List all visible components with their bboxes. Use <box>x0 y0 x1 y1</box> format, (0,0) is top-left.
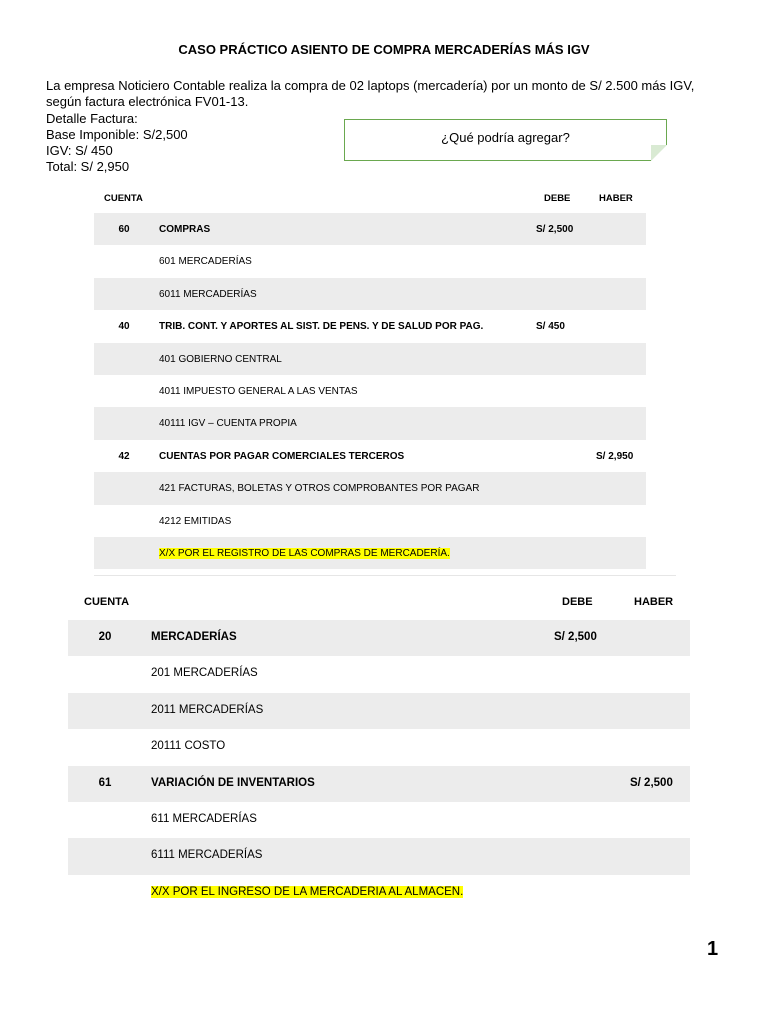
comment-note-text: ¿Qué podría agregar? <box>441 130 570 145</box>
haber-value: S/ 2,950 <box>596 450 634 462</box>
account-name: 2011 MERCADERÍAS <box>151 703 264 716</box>
table-row <box>94 213 646 245</box>
invoice-igv: IGV: S/ 450 <box>46 143 113 159</box>
table-row <box>94 440 646 472</box>
inventory-entry-table <box>68 588 690 911</box>
invoice-detail-heading: Detalle Factura: <box>46 110 138 126</box>
table-row <box>94 245 646 277</box>
intro-line: La empresa Noticiero Contable realiza la compra de 02 laptops (mercadería) por un monto de S/ 2.500 más IGV, <box>46 78 695 93</box>
account-name: 201 MERCADERÍAS <box>151 667 258 680</box>
table-row <box>94 278 646 310</box>
table-row <box>68 620 690 656</box>
account-code: 20 <box>98 631 112 643</box>
debe-value: S/ 2,500 <box>536 224 574 235</box>
account-name: VARIACIÓN DE INVENTARIOS <box>151 776 315 789</box>
account-name: 4212 EMITIDAS <box>159 515 232 527</box>
page-number: 1 <box>707 938 719 960</box>
table-divider <box>94 575 676 576</box>
comment-note[interactable] <box>344 119 667 161</box>
invoice-total: Total: S/ 2,950 <box>46 159 130 175</box>
account-name: MERCADERÍAS <box>151 631 237 643</box>
header-debe: DEBE <box>562 596 593 608</box>
account-name: TRIB. CONT. Y APORTES AL SIST. DE PENS. Y DE SALUD POR PAG. <box>159 321 484 333</box>
note-fold-corner <box>651 145 667 161</box>
account-name: 611 MERCADERÍAS <box>151 812 257 825</box>
account-code: 60 <box>118 224 130 235</box>
debe-value: S/ 2,500 <box>554 631 597 643</box>
account-name: X/X POR EL INGRESO DE LA MERCADERIA AL ALMACEN. <box>151 885 464 898</box>
table-header <box>94 183 676 213</box>
document-title: CASO PRÁCTICO ASIENTO DE COMPRA MERCADERÍAS MÁS IGV <box>178 42 590 57</box>
table-row <box>68 693 690 729</box>
account-name: 601 MERCADERÍAS <box>159 256 252 268</box>
table-row <box>68 802 690 838</box>
account-name: 20111 COSTO <box>151 740 226 753</box>
table-header <box>68 588 690 620</box>
account-name: 6011 MERCADERÍAS <box>159 288 257 300</box>
table-row <box>94 375 646 407</box>
table-row <box>94 310 646 342</box>
header-haber: HABER <box>634 596 674 608</box>
table-row <box>68 729 690 765</box>
table-row <box>94 505 646 537</box>
header-cuenta: CUENTA <box>84 596 130 608</box>
account-name: 6111 MERCADERÍAS <box>151 849 263 862</box>
table-row <box>94 407 646 439</box>
account-name: 40111 IGV – CUENTA PROPIA <box>159 418 297 430</box>
header-debe: DEBE <box>544 193 571 204</box>
table-row <box>68 838 690 874</box>
table-row <box>94 537 646 569</box>
account-name: X/X POR EL REGISTRO DE LAS COMPRAS DE MERCADERÍA. <box>159 547 450 559</box>
account-name: 421 FACTURAS, BOLETAS Y OTROS COMPROBANTES POR PAGAR <box>159 483 480 495</box>
account-name: 401 GOBIERNO CENTRAL <box>159 353 282 365</box>
table-row <box>68 875 690 911</box>
header-haber: HABER <box>599 193 633 204</box>
account-name: CUENTAS POR PAGAR COMERCIALES TERCEROS <box>159 450 405 462</box>
account-code: 40 <box>118 321 130 333</box>
intro-line: según factura electrónica FV01-13. <box>46 94 249 110</box>
table-row <box>94 343 646 375</box>
account-name: COMPRAS <box>159 224 211 235</box>
account-code: 42 <box>118 450 130 462</box>
haber-value: S/ 2,500 <box>630 776 673 789</box>
debe-value: S/ 450 <box>536 321 565 333</box>
table-row <box>68 656 690 692</box>
table-row <box>94 472 646 504</box>
account-name: 4011 IMPUESTO GENERAL A LAS VENTAS <box>159 385 358 397</box>
invoice-base: Base Imponible: S/2,500 <box>46 126 188 142</box>
purchase-entry-table <box>94 183 676 569</box>
header-cuenta: CUENTA <box>104 193 143 204</box>
table-row <box>68 766 690 802</box>
account-code: 61 <box>98 776 112 789</box>
